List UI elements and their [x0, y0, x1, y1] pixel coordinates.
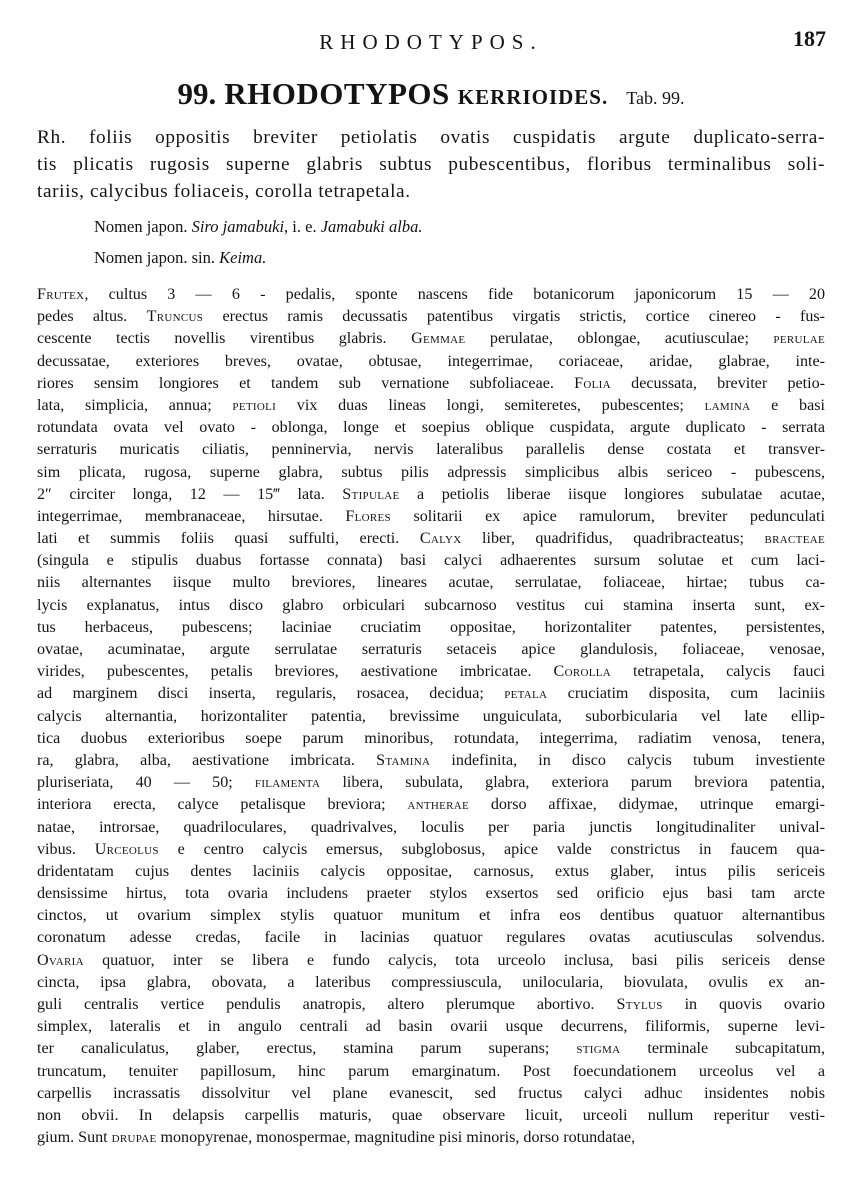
description-line [37, 994, 825, 1016]
organ-term: Stipulae [342, 485, 400, 503]
description-text: decussata, breviter petio- [610, 374, 826, 392]
description-text: vibus. [37, 840, 95, 858]
description-line [37, 839, 825, 861]
description-text: indefinita, in disco calycis tubum investiente [430, 751, 825, 769]
description-text: quatuor, inter se libera e fundo calycis, tota urceolo inclusa, basi pilis sericeis dense [83, 951, 825, 969]
description-text: calycis alternantia, horizontaliter patentia, brevissime unguiculata, suborbicularia vel late ellip- [37, 707, 825, 725]
description-line [37, 1105, 825, 1127]
organ-term: antherae [407, 796, 470, 814]
organ-term: Gemmae [411, 330, 466, 348]
description-line [37, 861, 825, 883]
description-line [37, 683, 825, 705]
description-line [37, 950, 825, 972]
organ-term: Stylus [616, 996, 663, 1013]
organ-term: Flores [345, 507, 391, 525]
description-text: vix duas lineas longi, semiteretes, pubescentes; [276, 396, 705, 414]
description-text: ter canaliculatus, glaber, erectus, stamina parum superans; [37, 1040, 577, 1058]
description-text: a petiolis liberae iisque longiores subulatae acutae, [399, 485, 825, 503]
description-text: in quovis ovario [662, 996, 826, 1013]
description-text: cincta, ipsa glabra, obovata, a lateribus compressiuscula, unilocularia, biovulata, ovulis ex an- [37, 973, 825, 991]
description-text: truncatum, tenuiter papillosum, hinc parum emarginatum. Post foecundationem urceolus vel a [37, 1062, 825, 1080]
description-line [37, 794, 825, 816]
page-number: 187 [793, 26, 826, 51]
organ-term: filamenta [254, 774, 321, 792]
description-text: cruciatim disposita, cum laciniis [547, 685, 825, 703]
description-line [37, 1083, 825, 1105]
description-line [37, 750, 825, 772]
description-text: non obvii. In delapsis carpellis maturis, quae observare licuit, urceoli nullum reperitur vesti- [37, 1106, 825, 1124]
organ-term: petioli [232, 396, 277, 414]
organ-term: Stamina [376, 751, 431, 769]
description-line [37, 883, 825, 905]
description-line [37, 1016, 825, 1038]
species-number: 99. [177, 76, 217, 111]
diagnosis-line: Rh. foliis oppositis breviter petiolatis ovatis cuspidatis argute duplicato-serra- [37, 127, 825, 148]
plate-reference: Tab. 99. [626, 88, 685, 108]
description-text: lati et summis foliis quasi suffulti, erecti. [37, 530, 420, 548]
description-line [37, 817, 825, 839]
description-line [37, 1038, 825, 1060]
description-text: carpellis incrassatis dissolvitur vel plane evanescit, sed fructus calyci adhuc insidentes nobis [37, 1084, 825, 1102]
nomen-label: Nomen japon. [94, 217, 188, 236]
diagnosis-line: tis plicatis rugosis superne glabris subtus pubescentibus, floribus terminalibus soli- [37, 154, 825, 175]
description-text: serraturis muricatis ciliatis, penninervia, nervis lateralibus parallelis dense costata et transver- [37, 441, 825, 459]
description-text: sim plicata, rugosa, superne glabra, subtus pilis adpressis simplicibus albis sericeo - pubescens, [37, 463, 825, 481]
description-text: , cultus 3 — 6 - pedalis, sponte nascens fide botanicorum japonicorum 15 — 20 [84, 286, 825, 303]
description-text: ra, glabra, alba, aestivatione imbricata. [37, 751, 377, 769]
description-text: cinctos, ut ovarium simplex stylis quatuor munitum et infra eos dentibus quatuor alternantibus [37, 907, 825, 925]
description-line [37, 284, 825, 306]
description-line [37, 617, 825, 639]
description-line [37, 417, 825, 439]
nomen-alt-name: Jamabuki alba. [320, 217, 423, 236]
description-text: rotundata ovata vel ovato - oblonga, longe et soepius oblique cuspidata, argute duplicato - serrata [37, 419, 825, 437]
description-text: densissime hirtus, tota ovaria includens praeter stylos exsertos sed orificio ejus basi tam arcte [37, 885, 825, 903]
description-line [37, 528, 825, 550]
species-genus: RHODOTYPOS [224, 76, 450, 111]
description-text: dorso affixae, didymae, utrinque emargi- [469, 796, 826, 814]
description-paragraph [37, 284, 825, 1149]
organ-term: petala [504, 685, 548, 703]
description-text: libera, subulata, glabra, exteriora parum breviora patentia, [320, 774, 825, 792]
nomen-label: Nomen japon. sin. [94, 248, 215, 267]
organ-term: Folia [574, 374, 611, 392]
description-text: e centro calycis emersus, subglobosus, apice valde constrictus in faucem qua- [158, 840, 825, 858]
description-text: natae, introrsae, quadriloculares, quadrivalves, loculis per paria junctis longitudinaliter unival- [37, 818, 825, 836]
description-line [37, 484, 825, 506]
description-line [37, 728, 825, 750]
description-text: dridentatam cujus dentes laciniis calycis oppositae, carnosus, extus glaber, intus pilis sericeis [37, 862, 825, 880]
description-line [37, 572, 825, 594]
nomen-name: Keima. [219, 248, 267, 267]
description-text: erectus ramis decussatis patentibus virgatis strictis, cortice cinereo - fus- [203, 308, 826, 326]
description-text: (singula e stipulis duabus fortasse connata) basi calyci adhaerentes sursum solutae et cum laci- [37, 552, 825, 570]
description-line [37, 1061, 825, 1083]
description-text: integerrimae, membranaceae, hirsutae. [37, 507, 346, 525]
description-text: virides, pubescentes, petalis breviores, aestivatione imbricatae. [37, 663, 554, 681]
species-epithet: KERRIOIDES. [457, 85, 609, 109]
description-line [37, 639, 825, 661]
description-text: e basi [750, 396, 825, 414]
description-line [37, 439, 825, 461]
description-text: terminale subcapitatum, [620, 1040, 825, 1058]
description-line [37, 772, 825, 794]
description-line [37, 351, 825, 373]
description-line [37, 328, 825, 350]
description-text: interiora erecta, calyce petalisque breviora; [37, 796, 408, 814]
description-line [37, 1127, 825, 1149]
organ-term: perulae [773, 330, 826, 348]
description-text: pluriseriata, 40 — 50; [37, 774, 255, 792]
running-title: RHODOTYPOS. [319, 30, 543, 54]
organ-term: drupae [111, 1129, 157, 1147]
description-text: lata, simplicia, annua; [37, 396, 233, 414]
description-text: niis alternantes iisque multo breviores, lineares acutae, serrulatae, foliaceae, hirtae; tubus ca- [37, 574, 825, 592]
description-text: tica duobus exterioribus soepe parum minoribus, rotundata, integerrima, radiatim venosa, tenera, [37, 729, 825, 747]
description-text: ad marginem disci inserta, regularis, rosacea, decidua; [37, 685, 505, 703]
description-line [37, 462, 825, 484]
description-line [37, 550, 825, 572]
organ-term: Truncus [146, 308, 204, 326]
description-line [37, 595, 825, 617]
description-line [37, 927, 825, 949]
description-text: gium. Sunt [37, 1129, 112, 1147]
description-text: ovatae, acuminatae, argute serrulatae serraturis setaceis apice glandulosis, foliaceae, venosae, [37, 641, 825, 658]
species-heading [0, 76, 862, 112]
description-text: solitarii ex apice ramulorum, breviter pedunculati [390, 507, 825, 525]
organ-term: bracteae [764, 530, 825, 548]
description-line [37, 506, 825, 528]
description-line [37, 395, 825, 417]
description-text: perulatae, oblongae, acutiusculae; [465, 330, 774, 348]
running-head [0, 26, 862, 60]
organ-term: stigma [576, 1040, 621, 1058]
description-line [37, 972, 825, 994]
description-text: decussatae, exteriores breves, ovatae, obtusae, integerrimae, coriaceae, aridae, glabrae, inte- [37, 352, 825, 370]
description-line [37, 905, 825, 927]
description-text: riores sensim longiores et tandem sub vernatione subfoliaceae. [37, 374, 575, 392]
description-text: coronatum adesse credas, facile in lacinias quatuor regulares ovatas acutiusculas solvendus. [37, 929, 825, 947]
description-text: monopyrenae, monospermae, magnitudine pisi minoris, dorso rotundatae, [156, 1129, 636, 1147]
description-text: lycis explanatus, intus disco glabro orbiculari subcarnoso vestitus cui stamina inserta sunt, ex- [37, 596, 825, 614]
organ-term: Urceolus [94, 840, 159, 858]
description-text: pedes altus. [37, 308, 147, 326]
nomen-japonicum [94, 217, 422, 237]
organ-term: Frutex [37, 286, 85, 303]
nomen-name: Siro jamabuki [191, 217, 285, 236]
organ-term: Calyx [419, 530, 462, 548]
nomen-ie: , i. e. [284, 217, 317, 236]
description-text: tetrapetala, calycis fauci [611, 663, 825, 681]
description-text: liber, quadrifidus, quadribracteatus; [461, 530, 765, 548]
description-text: tus herbaceus, pubescens; laciniae cruciatim oppositae, horizontaliter patentes, persistentes, [37, 618, 825, 636]
description-text: simplex, lateralis et in angulo centrali ad basin ovarii usque decurrens, filiformis, superne levi- [37, 1018, 825, 1036]
organ-term: Ovaria [37, 951, 84, 969]
diagnosis-paragraph [37, 124, 825, 205]
nomen-sinicum [94, 248, 266, 268]
description-line [37, 373, 825, 395]
description-text: cescente tectis novellis virentibus glabris. [37, 330, 412, 348]
description-line [37, 306, 825, 328]
description-line [37, 706, 825, 728]
description-text: guli centralis vertice pendulis anatropis, altero plerumque abortivo. [37, 996, 617, 1013]
organ-term: Corolla [553, 663, 611, 681]
description-text: 2″ circiter longa, 12 — 15‴ lata. [37, 485, 343, 503]
description-line [37, 661, 825, 683]
diagnosis-line: tariis, calycibus foliaceis, corolla tetrapetala. [37, 181, 411, 202]
organ-term: lamina [704, 396, 751, 414]
